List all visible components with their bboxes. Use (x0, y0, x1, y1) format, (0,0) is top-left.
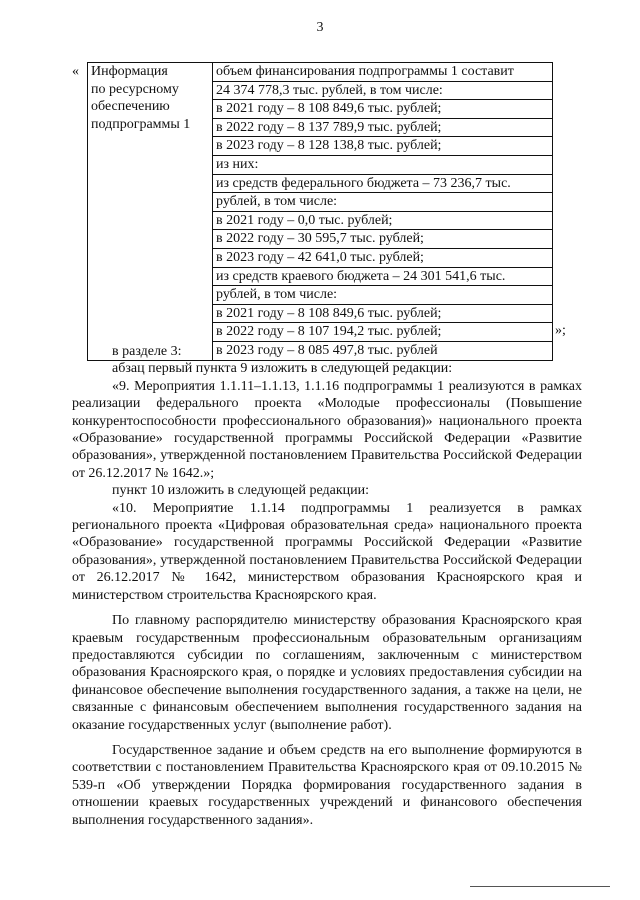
section-heading: в разделе 3: (112, 344, 182, 359)
table-row: в 2021 году – 8 108 849,6 тыс. рублей; (213, 305, 552, 324)
paragraph-10-intro: пункт 10 изложить в следующей редакции: (112, 483, 369, 499)
table-row: в 2022 году – 8 107 194,2 тыс. рублей; (213, 323, 552, 342)
table-open-quote: « (72, 64, 79, 79)
paragraph-9-intro: абзац первый пункта 9 изложить в следующей редакции: (112, 361, 453, 377)
table-row: в 2022 году – 30 595,7 тыс. рублей; (213, 230, 552, 249)
table-row: в 2022 году – 8 137 789,9 тыс. рублей; (213, 119, 552, 138)
resource-info-table (87, 62, 553, 361)
table-row: рублей, в том числе: (213, 286, 552, 305)
label-line: Информация (91, 64, 168, 79)
table-row: из них: (213, 156, 552, 175)
table-close-quote: »; (555, 323, 566, 338)
table-row: в 2023 году – 8 085 497,8 тыс. рублей (216, 342, 438, 358)
paragraph-9-text: «9. Мероприятия 1.1.11–1.1.13, 1.1.16 подпрограммы 1 реализуются в рамках реализации федерального проекта «Молодые профессионалы (Повышение конкурентоспособности профессионального образования)» национального проекта «Образование» государственной программы Российской Федерации «Развитие образования», утвержденной постановлением Правительства Российской Федерации от 26.12.2017 № 1642.»; (72, 378, 582, 481)
table-row: в 2021 году – 8 108 849,6 тыс. рублей; (213, 100, 552, 119)
page-number: 3 (316, 20, 324, 35)
paragraph-10-text: «10. Мероприятие 1.1.14 подпрограммы 1 реализуется в рамках регионального проекта «Цифровая образовательная среда» национального проекта «Образование» государственной программы Российской Федерации «Развитие образования», утвержденной постановлением Правительства Российской Федерации от 26.12.2017 № 1642, министерством образования Красноярского края и министерством строительства Красноярского края. (72, 500, 582, 603)
table-row: из средств краевого бюджета – 24 301 541,6 тыс. (213, 268, 552, 287)
document-body (72, 343, 582, 829)
table-row: объем финансирования подпрограммы 1 составит (213, 63, 552, 82)
label-line: подпрограммы 1 (91, 116, 191, 132)
label-line: по ресурсному (91, 81, 179, 97)
table-label-cell (88, 63, 213, 361)
table-values-cell (213, 63, 553, 361)
table-row: в 2023 году – 42 641,0 тыс. рублей; (213, 249, 552, 268)
paragraph-subsidies: По главному распорядителю министерству образования Красноярского края краевым государственным профессиональным образовательным организациям предоставляются субсидии по соглашениям, заключенным с министерством образования Красноярского края, о порядке и условиях предоставления субсидии на финансовое обеспечение выполнения государственного задания, а также на цели, не связанные с финансовым обеспечением выполнения государственного задания на оказание государственных услуг (выполнение работ). (72, 613, 582, 733)
table-row: из средств федерального бюджета – 73 236,7 тыс. (213, 175, 552, 194)
table-row: в 2021 году – 0,0 тыс. рублей; (213, 212, 552, 231)
paragraph-state-task: Государственное задание и объем средств на его выполнение формируются в соответствии с постановлением Правительства Красноярского края от 09.10.2015 № 539-п «Об утверждении Порядка формирования государственного задания в отношении краевых государственных учреждений и финансового обеспечения выполнения государственного задания». (72, 742, 582, 828)
table-row: в 2023 году – 8 128 138,8 тыс. рублей; (213, 137, 552, 156)
footer-rule (470, 886, 610, 887)
label-line: обеспечению (91, 99, 170, 115)
table-row: 24 374 778,3 тыс. рублей, в том числе: (213, 82, 552, 101)
table-row: рублей, в том числе: (213, 193, 552, 212)
